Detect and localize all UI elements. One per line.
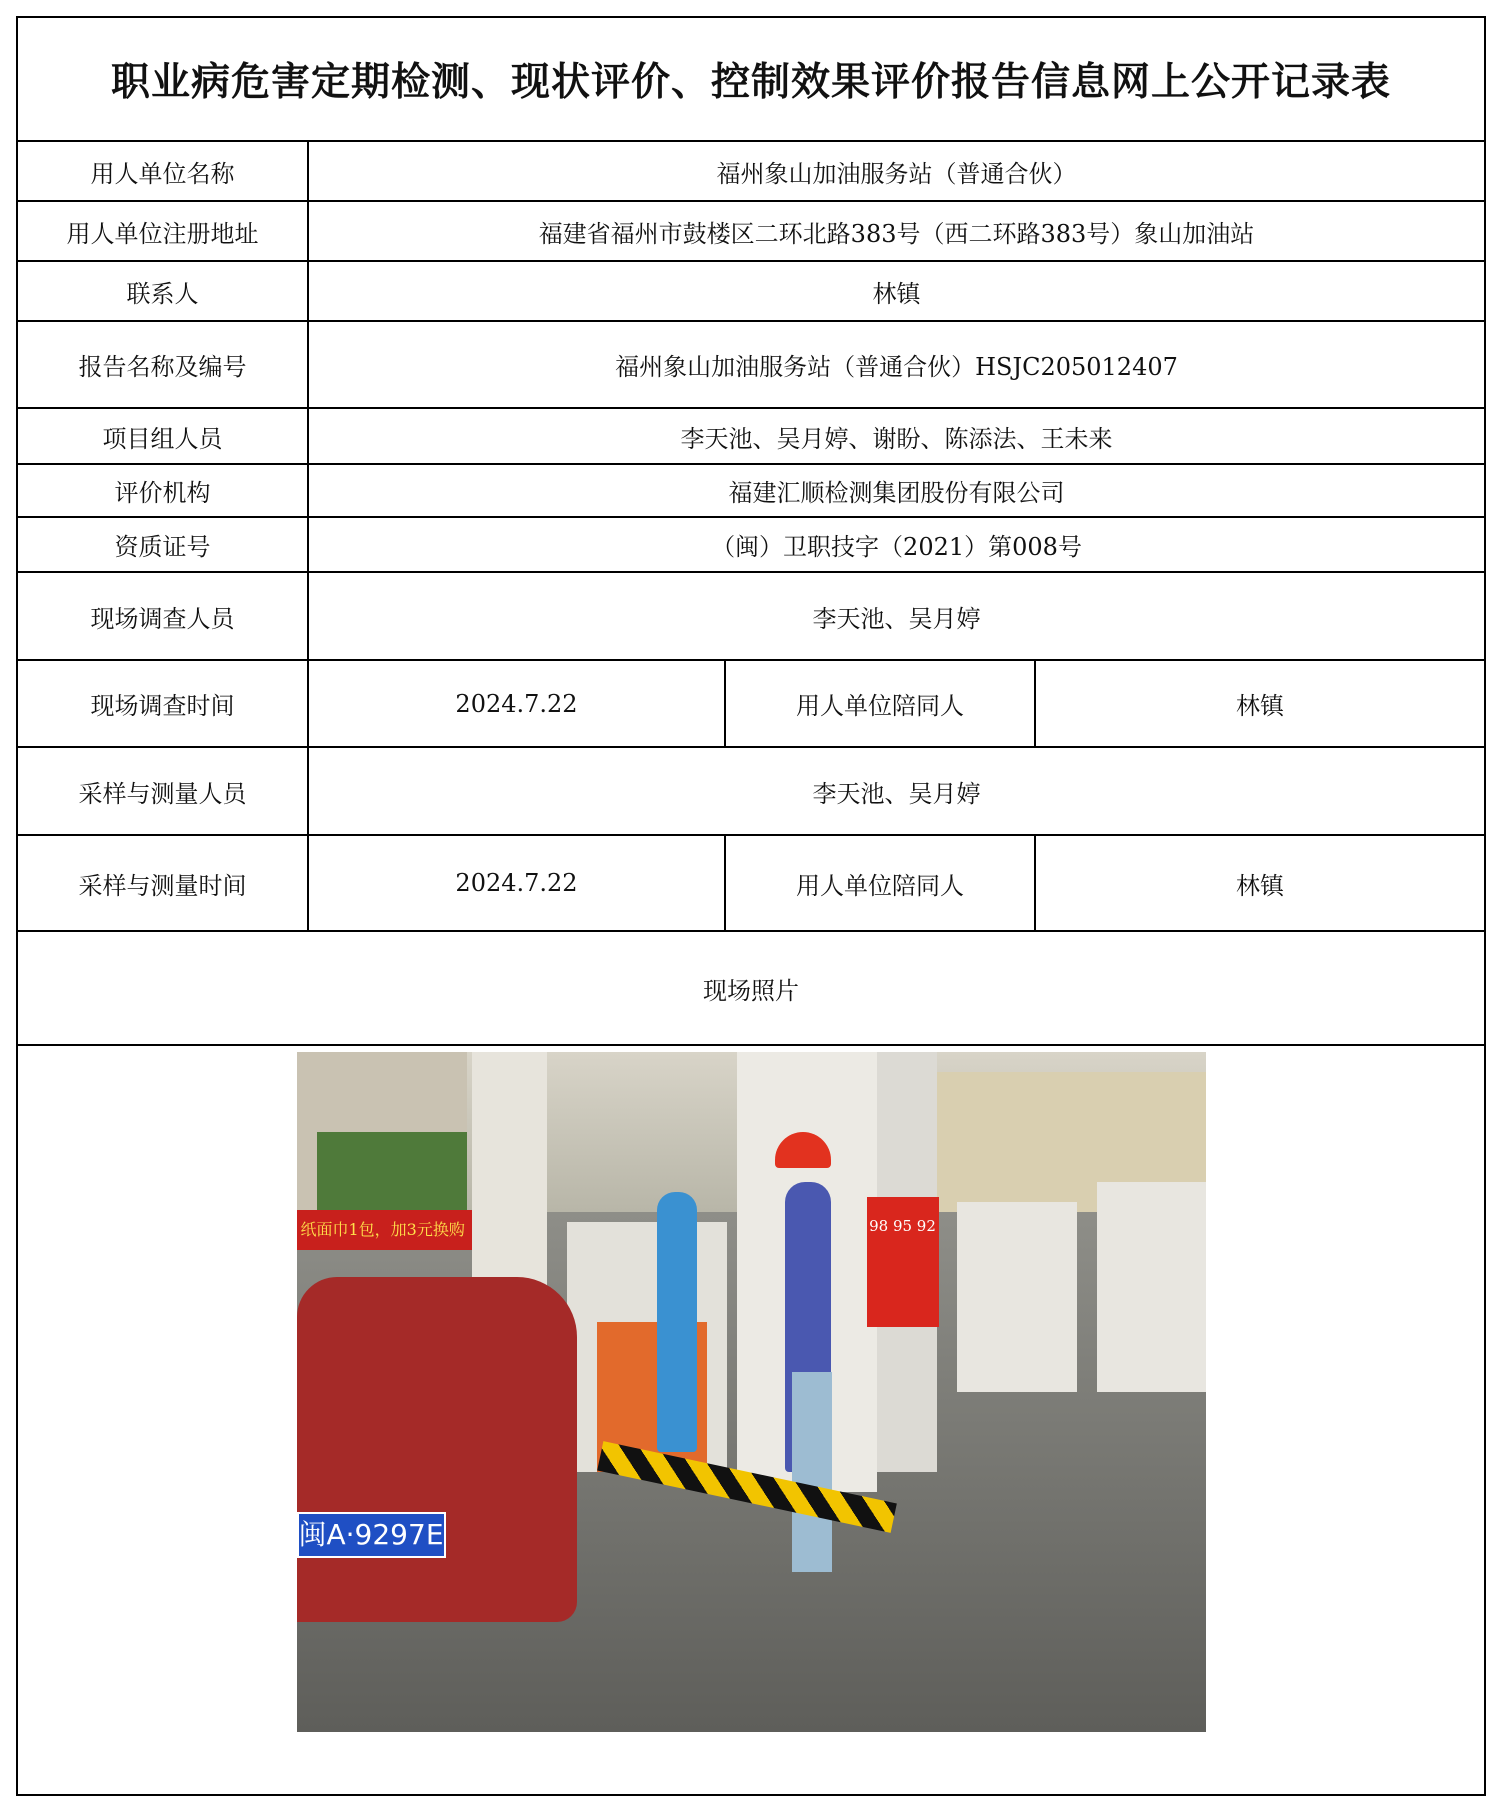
label-evaluation-org: 评价机构 — [17, 464, 308, 517]
license-plate: 闽A·9297E — [297, 1512, 446, 1558]
value-employer-name: 福州象山加油服务站（普通合伙） — [308, 141, 1485, 201]
label-project-team: 项目组人员 — [17, 408, 308, 464]
label-sampling-time: 采样与测量时间 — [17, 835, 308, 931]
label-address: 用人单位注册地址 — [17, 201, 308, 261]
label-survey-companion: 用人单位陪同人 — [725, 660, 1035, 747]
label-survey-staff: 现场调查人员 — [17, 572, 308, 660]
value-contact: 林镇 — [308, 261, 1485, 321]
value-project-team: 李天池、吴月婷、谢盼、陈添法、王未来 — [308, 408, 1485, 464]
label-employer-name: 用人单位名称 — [17, 141, 308, 201]
value-sampling-companion: 林镇 — [1035, 835, 1485, 931]
photo-cell — [17, 1045, 1485, 1795]
label-certificate-no: 资质证号 — [17, 517, 308, 572]
value-evaluation-org: 福建汇顺检测集团股份有限公司 — [308, 464, 1485, 517]
record-table — [16, 16, 1486, 1796]
value-survey-staff: 李天池、吴月婷 — [308, 572, 1485, 660]
value-survey-companion: 林镇 — [1035, 660, 1485, 747]
banner-text: 纸面巾1包，加3元换购 — [297, 1210, 476, 1250]
value-survey-time: 2024.7.22 — [308, 660, 725, 747]
value-sampling-staff: 李天池、吴月婷 — [308, 747, 1485, 835]
label-sampling-staff: 采样与测量人员 — [17, 747, 308, 835]
value-address: 福建省福州市鼓楼区二环北路383号（西二环路383号）象山加油站 — [308, 201, 1485, 261]
pump-grade-sign: 98 95 92 — [867, 1197, 939, 1327]
label-report-name: 报告名称及编号 — [17, 321, 308, 408]
label-site-photo: 现场照片 — [17, 931, 1485, 1045]
page-title: 职业病危害定期检测、现状评价、控制效果评价报告信息网上公开记录表 — [17, 17, 1485, 141]
value-report-name: 福州象山加油服务站（普通合伙）HSJC205012407 — [308, 321, 1485, 408]
site-photo — [297, 1052, 1206, 1732]
value-sampling-time: 2024.7.22 — [308, 835, 725, 931]
label-survey-time: 现场调查时间 — [17, 660, 308, 747]
value-certificate-no: （闽）卫职技字（2021）第008号 — [308, 517, 1485, 572]
label-contact: 联系人 — [17, 261, 308, 321]
label-sampling-companion: 用人单位陪同人 — [725, 835, 1035, 931]
